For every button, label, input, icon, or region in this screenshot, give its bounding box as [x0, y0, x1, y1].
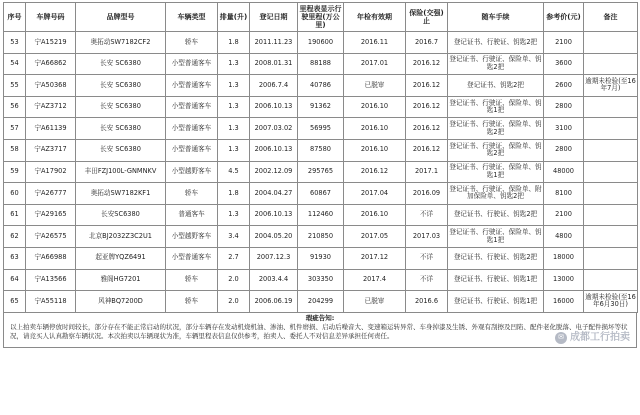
table-row	[4, 291, 638, 313]
cell-seq: 58	[4, 139, 26, 161]
cell-displacement: 1.8	[218, 183, 250, 205]
cell-seq: 59	[4, 161, 26, 183]
cell-brand: 北京BJ2032Z3C2U1	[76, 226, 166, 248]
cell-remark	[584, 118, 638, 140]
cell-seq: 63	[4, 247, 26, 269]
cell-mileage: 210850	[298, 226, 344, 248]
cell-mileage: 91362	[298, 96, 344, 118]
cell-inspection: 2016.10	[344, 204, 406, 226]
header-price: 参考价(元)	[544, 3, 584, 32]
cell-brand: 长安 SC6380	[76, 75, 166, 97]
cell-price: 3100	[544, 118, 584, 140]
header-row	[4, 3, 638, 32]
cell-registration-date: 2006.10.13	[250, 96, 298, 118]
table-row	[4, 247, 638, 269]
table-row	[4, 53, 638, 75]
header-seq: 序号	[4, 3, 26, 32]
cell-brand: 奥拓动SW7182CF2	[76, 32, 166, 54]
cell-price: 8100	[544, 183, 584, 205]
cell-remark	[584, 161, 638, 183]
cell-plate: 宁A29165	[26, 204, 76, 226]
cell-brand: 长安 SC6380	[76, 53, 166, 75]
cell-mileage: 88188	[298, 53, 344, 75]
cell-documents: 登记证书、行驶证、保险单、钥匙1把	[448, 96, 544, 118]
cell-insurance: 2016.12	[406, 96, 448, 118]
header-insurance: 保险(交强)止	[406, 3, 448, 32]
cell-seq: 61	[4, 204, 26, 226]
cell-insurance: 2016.7	[406, 32, 448, 54]
header-mileage: 里程表显示行驶里程(万公里)	[298, 3, 344, 32]
cell-brand: 长安 SC6380	[76, 118, 166, 140]
cell-remark	[584, 32, 638, 54]
cell-inspection: 2016.12	[344, 161, 406, 183]
table-row	[4, 118, 638, 140]
cell-brand: 长安 SC6380	[76, 139, 166, 161]
cell-inspection: 2016.10	[344, 118, 406, 140]
vehicle-table	[3, 2, 638, 313]
cell-seq: 53	[4, 32, 26, 54]
cell-type: 小型普通客车	[166, 139, 218, 161]
cell-displacement: 1.3	[218, 204, 250, 226]
cell-plate: 宁A61139	[26, 118, 76, 140]
cell-registration-date: 2006.10.13	[250, 204, 298, 226]
cell-registration-date: 2006.06.19	[250, 291, 298, 313]
cell-registration-date: 2006.10.13	[250, 139, 298, 161]
cell-documents: 登记证书、行驶证、保险单、附加保险单、钥匙2把	[448, 183, 544, 205]
cell-type: 普通客车	[166, 204, 218, 226]
cell-mileage: 56995	[298, 118, 344, 140]
cell-documents: 登记证书、行驶证、钥匙2把	[448, 247, 544, 269]
cell-remark	[584, 269, 638, 291]
cell-remark	[584, 139, 638, 161]
cell-plate: 宁A66988	[26, 247, 76, 269]
cell-type: 小型越野客车	[166, 161, 218, 183]
cell-registration-date: 2003.4.4	[250, 269, 298, 291]
cell-insurance: 不详	[406, 247, 448, 269]
cell-inspection: 已脱审	[344, 75, 406, 97]
cell-brand: 风神BQ7200D	[76, 291, 166, 313]
cell-documents: 登记证书、行驶证、保险单、钥匙2把	[448, 53, 544, 75]
cell-type: 小型普通客车	[166, 118, 218, 140]
watermark-text: 成都工行拍卖	[570, 331, 630, 343]
table-row	[4, 139, 638, 161]
cell-displacement: 1.8	[218, 32, 250, 54]
table-row	[4, 269, 638, 291]
cell-plate: 宁A50368	[26, 75, 76, 97]
auction-listing	[3, 2, 637, 348]
cell-registration-date: 2007.03.02	[250, 118, 298, 140]
cell-registration-date: 2007.12.3	[250, 247, 298, 269]
cell-brand: 奥拓动SW7182KF1	[76, 183, 166, 205]
cell-displacement: 2.7	[218, 247, 250, 269]
cell-inspection: 2016.10	[344, 139, 406, 161]
defect-notice-title: 瑕疵告知:	[305, 313, 335, 322]
cell-mileage: 87580	[298, 139, 344, 161]
cell-seq: 65	[4, 291, 26, 313]
cell-price: 13000	[544, 269, 584, 291]
cell-inspection: 2017.01	[344, 53, 406, 75]
cell-plate: 宁A26575	[26, 226, 76, 248]
table-row	[4, 32, 638, 54]
cell-plate: 宁AZ3717	[26, 139, 76, 161]
cell-type: 小型普通客车	[166, 247, 218, 269]
cell-documents: 登记证书、行驶证、钥匙1把	[448, 269, 544, 291]
cell-inspection: 2017.05	[344, 226, 406, 248]
cell-seq: 64	[4, 269, 26, 291]
cell-price: 2100	[544, 32, 584, 54]
cell-price: 2800	[544, 139, 584, 161]
cell-type: 轿车	[166, 32, 218, 54]
cell-documents: 登记证书、行驶证、保险单、钥匙1把	[448, 226, 544, 248]
cell-documents: 登记证书、行驶证、钥匙2把	[448, 32, 544, 54]
header-plate: 车牌号码	[26, 3, 76, 32]
table-row	[4, 226, 638, 248]
cell-displacement: 2.0	[218, 291, 250, 313]
header-registration-date: 登记日期	[250, 3, 298, 32]
table-row	[4, 96, 638, 118]
cell-insurance: 2017.03	[406, 226, 448, 248]
cell-mileage: 303350	[298, 269, 344, 291]
cell-registration-date: 2008.01.31	[250, 53, 298, 75]
cell-mileage: 40786	[298, 75, 344, 97]
cell-insurance: 2017.1	[406, 161, 448, 183]
cell-mileage: 295765	[298, 161, 344, 183]
cell-plate: 宁A13566	[26, 269, 76, 291]
cell-seq: 57	[4, 118, 26, 140]
cell-type: 小型越野客车	[166, 226, 218, 248]
cell-inspection: 2017.4	[344, 269, 406, 291]
cell-registration-date: 2011.11.23	[250, 32, 298, 54]
cell-registration-date: 2004.04.27	[250, 183, 298, 205]
header-displacement: 排量(升)	[218, 3, 250, 32]
defect-notice-text: 以上拍卖车辆停放时间较长，部分存在不能正常启动的状况，部分车辆存在发动机烧机油、渗油、机件磨损、启动后噪音大、变速箱运转异常、车身掉漆及生锈、外观有刮擦及凹陷、配件老化脱落、电子配件损坏等状况，请竞买人认真勘察车辆状况。本次拍卖以车辆现状为准，车辆里程表信息仅供参考，拍卖人、委托人不对信息差异承担任何责任。	[10, 322, 628, 340]
cell-price: 4800	[544, 226, 584, 248]
cell-remark	[584, 226, 638, 248]
cell-remark	[584, 96, 638, 118]
cell-type: 小型普通客车	[166, 53, 218, 75]
cell-brand: 起亚牌YQZ6491	[76, 247, 166, 269]
table-row	[4, 204, 638, 226]
cell-type: 小型普通客车	[166, 75, 218, 97]
cell-brand: 长安 SC6380	[76, 96, 166, 118]
cell-type: 轿车	[166, 291, 218, 313]
cell-mileage: 190600	[298, 32, 344, 54]
header-inspection: 年检有效期	[344, 3, 406, 32]
cell-displacement: 3.4	[218, 226, 250, 248]
cell-type: 小型普通客车	[166, 96, 218, 118]
cell-registration-date: 2002.12.09	[250, 161, 298, 183]
cell-documents: 登记证书、钥匙2把	[448, 75, 544, 97]
cell-remark: 逾期未检验(至16年6月30日)	[584, 291, 638, 313]
cell-remark	[584, 183, 638, 205]
cell-documents: 登记证书、行驶证、保险单、钥匙2把	[448, 118, 544, 140]
cell-inspection: 2016.10	[344, 96, 406, 118]
cell-inspection: 2017.12	[344, 247, 406, 269]
cell-type: 轿车	[166, 183, 218, 205]
cell-price: 16000	[544, 291, 584, 313]
cell-displacement: 1.3	[218, 96, 250, 118]
cell-seq: 62	[4, 226, 26, 248]
cell-mileage: 91930	[298, 247, 344, 269]
cell-insurance: 2016.09	[406, 183, 448, 205]
cell-displacement: 1.3	[218, 139, 250, 161]
table-row	[4, 183, 638, 205]
cell-mileage: 60867	[298, 183, 344, 205]
cell-seq: 55	[4, 75, 26, 97]
cell-inspection: 2016.11	[344, 32, 406, 54]
cell-insurance: 2016.12	[406, 118, 448, 140]
header-documents: 随车手续	[448, 3, 544, 32]
cell-documents: 登记证书、行驶证、钥匙2把	[448, 204, 544, 226]
cell-price: 48000	[544, 161, 584, 183]
cell-seq: 54	[4, 53, 26, 75]
cell-price: 3600	[544, 53, 584, 75]
cell-plate: 宁A17902	[26, 161, 76, 183]
watermark	[555, 331, 630, 345]
cell-insurance: 2016.12	[406, 75, 448, 97]
wechat-icon: ✉	[555, 332, 567, 344]
cell-type: 轿车	[166, 269, 218, 291]
cell-seq: 60	[4, 183, 26, 205]
cell-remark	[584, 204, 638, 226]
cell-price: 2800	[544, 96, 584, 118]
cell-brand: 雅阁HG7201	[76, 269, 166, 291]
cell-registration-date: 2006.7.4	[250, 75, 298, 97]
cell-plate: 宁A15219	[26, 32, 76, 54]
cell-price: 18000	[544, 247, 584, 269]
cell-remark	[584, 53, 638, 75]
cell-displacement: 2.0	[218, 269, 250, 291]
cell-insurance: 2016.12	[406, 53, 448, 75]
cell-mileage: 112460	[298, 204, 344, 226]
table-body	[4, 32, 638, 313]
cell-documents: 登记证书、行驶证、保险单、钥匙1把	[448, 161, 544, 183]
header-type: 车辆类型	[166, 3, 218, 32]
table-row	[4, 75, 638, 97]
cell-price: 2100	[544, 204, 584, 226]
header-brand: 品牌型号	[76, 3, 166, 32]
cell-brand: 长安SC6380	[76, 204, 166, 226]
cell-plate: 宁AZ3712	[26, 96, 76, 118]
cell-plate: 宁A55118	[26, 291, 76, 313]
cell-insurance: 不详	[406, 269, 448, 291]
cell-insurance: 2016.12	[406, 139, 448, 161]
cell-insurance: 不详	[406, 204, 448, 226]
cell-seq: 56	[4, 96, 26, 118]
cell-remark: 逾期未检验(至16年7月)	[584, 75, 638, 97]
cell-plate: 宁A26777	[26, 183, 76, 205]
table-row	[4, 161, 638, 183]
cell-mileage: 204299	[298, 291, 344, 313]
cell-documents: 登记证书、行驶证、保险单、钥匙2把	[448, 139, 544, 161]
cell-displacement: 4.5	[218, 161, 250, 183]
cell-registration-date: 2004.05.20	[250, 226, 298, 248]
header-remark: 备注	[584, 3, 638, 32]
cell-insurance: 2016.6	[406, 291, 448, 313]
cell-displacement: 1.3	[218, 118, 250, 140]
cell-inspection: 2017.04	[344, 183, 406, 205]
cell-displacement: 1.3	[218, 75, 250, 97]
cell-remark	[584, 247, 638, 269]
defect-notice	[3, 313, 637, 348]
cell-documents: 登记证书、行驶证、钥匙1把	[448, 291, 544, 313]
cell-brand: 丰田FZJ100L-GNMNKV	[76, 161, 166, 183]
cell-displacement: 1.3	[218, 53, 250, 75]
cell-plate: 宁A66862	[26, 53, 76, 75]
cell-price: 2600	[544, 75, 584, 97]
cell-inspection: 已脱审	[344, 291, 406, 313]
